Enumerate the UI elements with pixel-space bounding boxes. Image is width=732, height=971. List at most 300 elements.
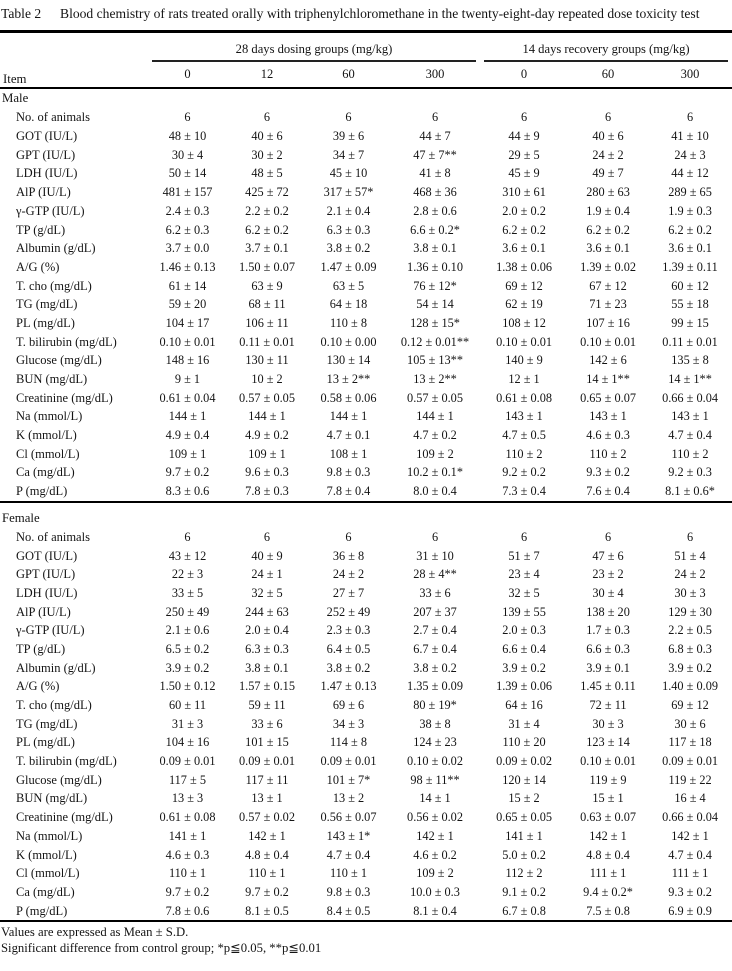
value-cell: 9.2 ± 0.3: [668, 465, 712, 480]
row-label: PL (mg/dL): [16, 735, 75, 750]
dose-column-header: 60: [307, 62, 390, 88]
value-cell: 13 ± 2**: [326, 372, 371, 387]
table-row: [0, 258, 732, 277]
value-cell: 1.38 ± 0.06: [496, 259, 552, 274]
value-cell: 128 ± 15*: [410, 315, 460, 330]
value-cell: 98 ± 11**: [410, 772, 460, 787]
value-cell: 4.6 ± 0.2: [413, 847, 457, 862]
value-cell: 3.8 ± 0.1: [413, 241, 457, 256]
value-cell: 4.9 ± 0.4: [165, 428, 210, 443]
value-cell: 62 ± 19: [505, 297, 543, 312]
value-cell: 41 ± 8: [419, 166, 451, 181]
value-cell: 3.8 ± 0.2: [326, 241, 371, 256]
table-row: [0, 165, 732, 184]
dose-column-header: 60: [568, 62, 648, 88]
value-cell: 107 ± 16: [586, 315, 630, 330]
value-cell: 24 ± 2: [592, 147, 624, 162]
value-cell: 6: [604, 110, 612, 125]
value-cell: 148 ± 16: [165, 353, 210, 368]
value-cell: 9 ± 1: [174, 372, 201, 387]
row-label: Cl (mmol/L): [16, 446, 80, 461]
value-cell: 138 ± 20: [586, 604, 630, 619]
value-cell: 69 ± 12: [505, 278, 543, 293]
table-number: Table 2: [1, 6, 42, 21]
value-cell: 44 ± 9: [508, 129, 540, 144]
value-cell: 120 ± 14: [502, 772, 546, 787]
value-cell: 104 ± 17: [165, 315, 210, 330]
value-cell: 30 ± 6: [674, 716, 706, 731]
value-cell: 10 ± 2: [251, 372, 283, 387]
table-row: [0, 696, 732, 715]
value-cell: 143 ± 1: [589, 409, 627, 424]
value-cell: 38 ± 8: [419, 716, 451, 731]
value-cell: 9.7 ± 0.2: [165, 465, 210, 480]
value-cell: 481 ± 157: [162, 185, 213, 200]
value-cell: 0.09 ± 0.02: [496, 754, 552, 769]
value-cell: 29 ± 5: [508, 147, 540, 162]
row-label: BUN (mg/dL): [16, 372, 88, 387]
table-row: [0, 621, 732, 640]
row-label: Glucose (mg/dL): [16, 772, 102, 787]
value-cell: 3.9 ± 0.2: [165, 660, 210, 675]
value-cell: 2.4 ± 0.3: [165, 203, 210, 218]
dosing-group-label: 28 days dosing groups (mg/kg): [152, 42, 476, 62]
value-cell: 41 ± 10: [671, 129, 709, 144]
value-cell: 111 ± 1: [671, 866, 709, 881]
value-cell: 123 ± 14: [586, 735, 630, 750]
value-cell: 24 ± 1: [251, 567, 283, 582]
value-cell: 130 ± 11: [245, 353, 289, 368]
value-cell: 61 ± 14: [168, 278, 207, 293]
value-cell: 112 ± 2: [505, 866, 543, 881]
value-cell: 109 ± 1: [168, 446, 207, 461]
value-cell: 0.09 ± 0.01: [159, 754, 216, 769]
value-cell: 3.8 ± 0.1: [245, 660, 289, 675]
value-cell: 117 ± 5: [168, 772, 207, 787]
value-cell: 6.2 ± 0.2: [668, 222, 712, 237]
value-cell: 0.61 ± 0.04: [159, 390, 216, 405]
value-cell: 124 ± 23: [413, 735, 457, 750]
value-cell: 9.6 ± 0.3: [245, 465, 289, 480]
value-cell: 9.4 ± 0.2*: [583, 884, 633, 899]
table-row: [0, 464, 732, 483]
value-cell: 4.6 ± 0.3: [165, 847, 210, 862]
table-footnotes: [0, 922, 732, 955]
value-cell: 12 ± 1: [508, 372, 540, 387]
value-cell: 119 ± 9: [589, 772, 627, 787]
value-cell: 143 ± 1: [505, 409, 543, 424]
value-cell: 141 ± 1: [168, 828, 207, 843]
value-cell: 142 ± 1: [671, 828, 709, 843]
value-cell: 8.1 ± 0.4: [413, 903, 457, 918]
value-cell: 1.47 ± 0.09: [320, 259, 377, 274]
item-column-header: Item: [0, 31, 148, 88]
row-label: No. of animals: [16, 529, 90, 544]
value-cell: 6: [520, 110, 528, 125]
table-row: [0, 127, 732, 146]
value-cell: 9.3 ± 0.2: [668, 884, 712, 899]
row-label: T. bilirubin (mg/dL): [16, 334, 117, 349]
table-row: [0, 752, 732, 771]
value-cell: 16 ± 4: [674, 791, 706, 806]
value-cell: 69 ± 6: [332, 698, 365, 713]
group-header-row: [0, 31, 732, 62]
value-cell: 144 ± 1: [416, 409, 454, 424]
table-row: [0, 827, 732, 846]
value-cell: 8.1 ± 0.5: [245, 903, 289, 918]
value-cell: 1.39 ± 0.06: [496, 679, 552, 694]
value-cell: 30 ± 2: [251, 147, 283, 162]
value-cell: 0.10 ± 0.01: [580, 334, 636, 349]
row-label: T. cho (mg/dL): [16, 698, 92, 713]
value-cell: 4.7 ± 0.2: [413, 428, 457, 443]
value-cell: 9.7 ± 0.2: [165, 884, 210, 899]
value-cell: 1.35 ± 0.09: [407, 679, 463, 694]
value-cell: 105 ± 13**: [407, 353, 463, 368]
value-cell: 64 ± 16: [505, 698, 543, 713]
value-cell: 6: [686, 529, 694, 544]
value-cell: 0.10 ± 0.02: [407, 754, 463, 769]
value-cell: 4.7 ± 0.4: [668, 428, 712, 443]
section-row: [0, 88, 732, 109]
recovery-group-header: [480, 31, 732, 62]
value-cell: 1.40 ± 0.09: [662, 679, 718, 694]
value-cell: 250 ± 49: [165, 604, 210, 619]
table-row: [0, 482, 732, 502]
value-cell: 23 ± 4: [508, 567, 540, 582]
value-cell: 69 ± 12: [671, 698, 709, 713]
value-cell: 9.8 ± 0.3: [326, 465, 371, 480]
value-cell: 0.10 ± 0.01: [496, 334, 552, 349]
value-cell: 104 ± 16: [165, 735, 210, 750]
value-cell: 14 ± 1: [419, 791, 451, 806]
table-row: [0, 771, 732, 790]
value-cell: 24 ± 2: [332, 567, 365, 582]
value-cell: 425 ± 72: [245, 185, 289, 200]
row-label: Na (mmol/L): [16, 409, 83, 424]
value-cell: 30 ± 4: [171, 147, 204, 162]
row-label: K (mmol/L): [16, 428, 77, 443]
value-cell: 144 ± 1: [248, 409, 286, 424]
value-cell: 33 ± 6: [419, 585, 451, 600]
value-cell: 3.7 ± 0.0: [165, 241, 210, 256]
value-cell: 6.6 ± 0.2*: [410, 222, 460, 237]
value-cell: 45 ± 10: [329, 166, 368, 181]
value-cell: 64 ± 18: [329, 297, 368, 312]
value-cell: 10.2 ± 0.1*: [407, 465, 463, 480]
value-cell: 2.0 ± 0.2: [502, 203, 546, 218]
row-label: Albumin (g/dL): [16, 241, 96, 256]
table-row: [0, 584, 732, 603]
value-cell: 9.3 ± 0.2: [586, 465, 630, 480]
value-cell: 50 ± 14: [168, 166, 207, 181]
row-label: No. of animals: [16, 110, 90, 125]
value-cell: 280 ± 63: [586, 185, 630, 200]
value-cell: 32 ± 5: [508, 585, 540, 600]
value-cell: 0.66 ± 0.04: [662, 390, 718, 405]
dose-column-header: 0: [148, 62, 227, 88]
table-body: [0, 88, 732, 922]
table-row: [0, 389, 732, 408]
table-row: [0, 528, 732, 547]
value-cell: 40 ± 9: [251, 548, 283, 563]
value-cell: 140 ± 9: [505, 353, 543, 368]
value-cell: 101 ± 15: [245, 735, 289, 750]
value-cell: 135 ± 8: [671, 353, 709, 368]
table-row: [0, 659, 732, 678]
value-cell: 6.2 ± 0.2: [245, 222, 289, 237]
value-cell: 13 ± 2: [332, 791, 365, 806]
row-label: PL (mg/dL): [16, 315, 75, 330]
value-cell: 55 ± 18: [671, 297, 709, 312]
row-label: Creatinine (mg/dL): [16, 390, 113, 405]
value-cell: 40 ± 6: [592, 129, 624, 144]
row-label: GPT (IU/L): [16, 147, 76, 162]
row-label: Cl (mmol/L): [16, 866, 80, 881]
row-label: BUN (mg/dL): [16, 791, 88, 806]
value-cell: 2.1 ± 0.6: [165, 623, 210, 638]
value-cell: 468 ± 36: [413, 185, 457, 200]
value-cell: 60 ± 12: [671, 278, 709, 293]
table-row: [0, 183, 732, 202]
value-cell: 8.3 ± 0.6: [165, 484, 210, 499]
value-cell: 44 ± 12: [671, 166, 709, 181]
value-cell: 130 ± 14: [326, 353, 371, 368]
value-cell: 6: [345, 529, 352, 544]
value-cell: 142 ± 1: [589, 828, 627, 843]
row-label: Albumin (g/dL): [16, 660, 96, 675]
value-cell: 68 ± 11: [248, 297, 286, 312]
table-row: [0, 678, 732, 697]
table-row: [0, 640, 732, 659]
value-cell: 15 ± 2: [508, 791, 540, 806]
value-cell: 2.2 ± 0.2: [245, 203, 289, 218]
table-row: [0, 109, 732, 128]
value-cell: 310 ± 61: [502, 185, 546, 200]
value-cell: 6.9 ± 0.9: [668, 903, 712, 918]
value-cell: 129 ± 30: [668, 604, 712, 619]
value-cell: 51 ± 7: [508, 548, 540, 563]
value-cell: 6: [184, 529, 191, 544]
table-row: [0, 239, 732, 258]
table-row: [0, 333, 732, 352]
row-label: LDH (IU/L): [16, 166, 78, 181]
value-cell: 2.2 ± 0.5: [668, 623, 712, 638]
value-cell: 6: [263, 110, 271, 125]
value-cell: 4.8 ± 0.4: [245, 847, 289, 862]
value-cell: 9.8 ± 0.3: [326, 884, 371, 899]
value-cell: 7.3 ± 0.4: [502, 484, 546, 499]
dose-column-header: 12: [227, 62, 307, 88]
value-cell: 2.8 ± 0.6: [413, 203, 457, 218]
value-cell: 106 ± 11: [245, 315, 289, 330]
value-cell: 3.8 ± 0.2: [326, 660, 371, 675]
table-header: [0, 31, 732, 88]
table-row: [0, 715, 732, 734]
section-row: [0, 502, 732, 528]
row-label: T. cho (mg/dL): [16, 278, 92, 293]
value-cell: 3.9 ± 0.2: [668, 660, 712, 675]
value-cell: 6.6 ± 0.4: [502, 641, 546, 656]
table-row: [0, 445, 732, 464]
value-cell: 7.5 ± 0.8: [586, 903, 630, 918]
value-cell: 1.39 ± 0.02: [580, 259, 636, 274]
value-cell: 14 ± 1**: [668, 372, 712, 387]
row-label: A/G (%): [16, 679, 60, 694]
value-cell: 24 ± 3: [674, 147, 706, 162]
value-cell: 44 ± 7: [419, 129, 451, 144]
value-cell: 207 ± 37: [413, 604, 457, 619]
table-row: [0, 547, 732, 566]
value-cell: 2.1 ± 0.4: [326, 203, 371, 218]
value-cell: 30 ± 4: [592, 585, 624, 600]
value-cell: 0.11 ± 0.01: [239, 334, 295, 349]
value-cell: 0.09 ± 0.01: [239, 754, 295, 769]
value-cell: 2.3 ± 0.3: [326, 623, 371, 638]
table-row: [0, 370, 732, 389]
value-cell: 6.7 ± 0.8: [502, 903, 546, 918]
value-cell: 110 ± 1: [168, 866, 207, 881]
value-cell: 6: [263, 529, 271, 544]
section-label: Female: [0, 502, 732, 528]
table-row: [0, 314, 732, 333]
row-label: GOT (IU/L): [16, 548, 78, 563]
value-cell: 0.58 ± 0.06: [320, 390, 377, 405]
value-cell: 109 ± 2: [416, 446, 454, 461]
value-cell: 48 ± 5: [251, 166, 283, 181]
value-cell: 10.0 ± 0.3: [410, 884, 460, 899]
value-cell: 33 ± 6: [251, 716, 283, 731]
value-cell: 4.7 ± 0.1: [326, 428, 371, 443]
row-label: P (mg/dL): [16, 484, 68, 499]
recovery-group-label: 14 days recovery groups (mg/kg): [484, 42, 728, 62]
row-label: TP (g/dL): [16, 641, 66, 656]
value-cell: 6.4 ± 0.5: [326, 641, 371, 656]
table-title: Blood chemistry of rats treated orally with triphenylchloromethane in the twenty-eight-day repeated dose toxicity test: [60, 6, 700, 21]
row-label: γ-GTP (IU/L): [16, 623, 85, 638]
value-cell: 47 ± 6: [592, 548, 624, 563]
value-cell: 3.6 ± 0.1: [502, 241, 546, 256]
value-cell: 0.61 ± 0.08: [159, 810, 216, 825]
value-cell: 7.8 ± 0.4: [326, 484, 371, 499]
value-cell: 0.09 ± 0.01: [320, 754, 377, 769]
value-cell: 6.6 ± 0.3: [586, 641, 630, 656]
value-cell: 110 ± 1: [329, 866, 368, 881]
value-cell: 13 ± 1: [251, 791, 283, 806]
table-row: [0, 846, 732, 865]
value-cell: 23 ± 2: [592, 567, 624, 582]
value-cell: 49 ± 7: [592, 166, 624, 181]
table-row: [0, 603, 732, 622]
value-cell: 31 ± 10: [416, 548, 454, 563]
value-cell: 14 ± 1**: [586, 372, 630, 387]
value-cell: 4.6 ± 0.3: [586, 428, 630, 443]
dose-column-header: 300: [648, 62, 732, 88]
value-cell: 117 ± 11: [245, 772, 289, 787]
value-cell: 8.1 ± 0.6*: [665, 484, 715, 499]
table-row: [0, 295, 732, 314]
value-cell: 141 ± 1: [505, 828, 543, 843]
value-cell: 6.8 ± 0.3: [668, 641, 712, 656]
row-label: TG (mg/dL): [16, 297, 78, 312]
value-cell: 24 ± 2: [674, 567, 706, 582]
value-cell: 1.46 ± 0.13: [159, 259, 216, 274]
value-cell: 63 ± 9: [251, 278, 283, 293]
value-cell: 80 ± 19*: [413, 698, 457, 713]
value-cell: 6.3 ± 0.3: [245, 641, 289, 656]
value-cell: 110 ± 1: [248, 866, 286, 881]
value-cell: 0.57 ± 0.05: [407, 390, 463, 405]
value-cell: 9.1 ± 0.2: [502, 884, 546, 899]
value-cell: 6: [184, 110, 191, 125]
value-cell: 2.0 ± 0.3: [502, 623, 546, 638]
value-cell: 8.4 ± 0.5: [326, 903, 371, 918]
value-cell: 111 ± 1: [589, 866, 627, 881]
value-cell: 110 ± 20: [502, 735, 546, 750]
value-cell: 1.45 ± 0.11: [580, 679, 636, 694]
row-label: Creatinine (mg/dL): [16, 810, 113, 825]
row-label: Glucose (mg/dL): [16, 353, 102, 368]
row-label: K (mmol/L): [16, 847, 77, 862]
value-cell: 45 ± 9: [508, 166, 540, 181]
value-cell: 76 ± 12*: [413, 278, 457, 293]
value-cell: 3.7 ± 0.1: [245, 241, 289, 256]
value-cell: 139 ± 55: [502, 604, 546, 619]
value-cell: 6: [520, 529, 528, 544]
value-cell: 4.7 ± 0.4: [326, 847, 371, 862]
value-cell: 252 ± 49: [326, 604, 371, 619]
value-cell: 110 ± 2: [671, 446, 709, 461]
table-row: [0, 808, 732, 827]
value-cell: 7.8 ± 0.3: [245, 484, 289, 499]
table-row: [0, 734, 732, 753]
value-cell: 22 ± 3: [171, 567, 204, 582]
row-label: γ-GTP (IU/L): [16, 203, 85, 218]
value-cell: 1.9 ± 0.4: [586, 203, 630, 218]
value-cell: 1.50 ± 0.07: [239, 259, 295, 274]
value-cell: 7.8 ± 0.6: [165, 903, 210, 918]
row-label: GOT (IU/L): [16, 129, 78, 144]
value-cell: 67 ± 12: [589, 278, 627, 293]
value-cell: 144 ± 1: [168, 409, 207, 424]
table-row: [0, 864, 732, 883]
value-cell: 3.6 ± 0.1: [668, 241, 712, 256]
value-cell: 144 ± 1: [329, 409, 368, 424]
table-row: [0, 426, 732, 445]
value-cell: 47 ± 7**: [413, 147, 457, 162]
value-cell: 30 ± 3: [592, 716, 624, 731]
value-cell: 142 ± 6: [589, 353, 627, 368]
value-cell: 51 ± 4: [674, 548, 706, 563]
row-label: Na (mmol/L): [16, 828, 83, 843]
value-cell: 9.7 ± 0.2: [245, 884, 289, 899]
value-cell: 4.8 ± 0.4: [586, 847, 630, 862]
row-label: A/G (%): [16, 259, 60, 274]
value-cell: 5.0 ± 0.2: [502, 847, 546, 862]
table-row: [0, 202, 732, 221]
footnote-significance: Significant difference from control group; *p≦0.05, **p≦0.01: [1, 940, 322, 955]
value-cell: 110 ± 8: [329, 315, 368, 330]
blood-chemistry-table: [0, 30, 732, 923]
value-cell: 0.11 ± 0.01: [662, 334, 718, 349]
value-cell: 0.10 ± 0.00: [320, 334, 377, 349]
value-cell: 3.8 ± 0.2: [413, 660, 457, 675]
value-cell: 2.7 ± 0.4: [413, 623, 457, 638]
value-cell: 6.2 ± 0.3: [165, 222, 210, 237]
value-cell: 31 ± 4: [508, 716, 540, 731]
footnote-mean-sd: Values are expressed as Mean ± S.D.: [1, 925, 189, 940]
value-cell: 1.47 ± 0.13: [320, 679, 377, 694]
